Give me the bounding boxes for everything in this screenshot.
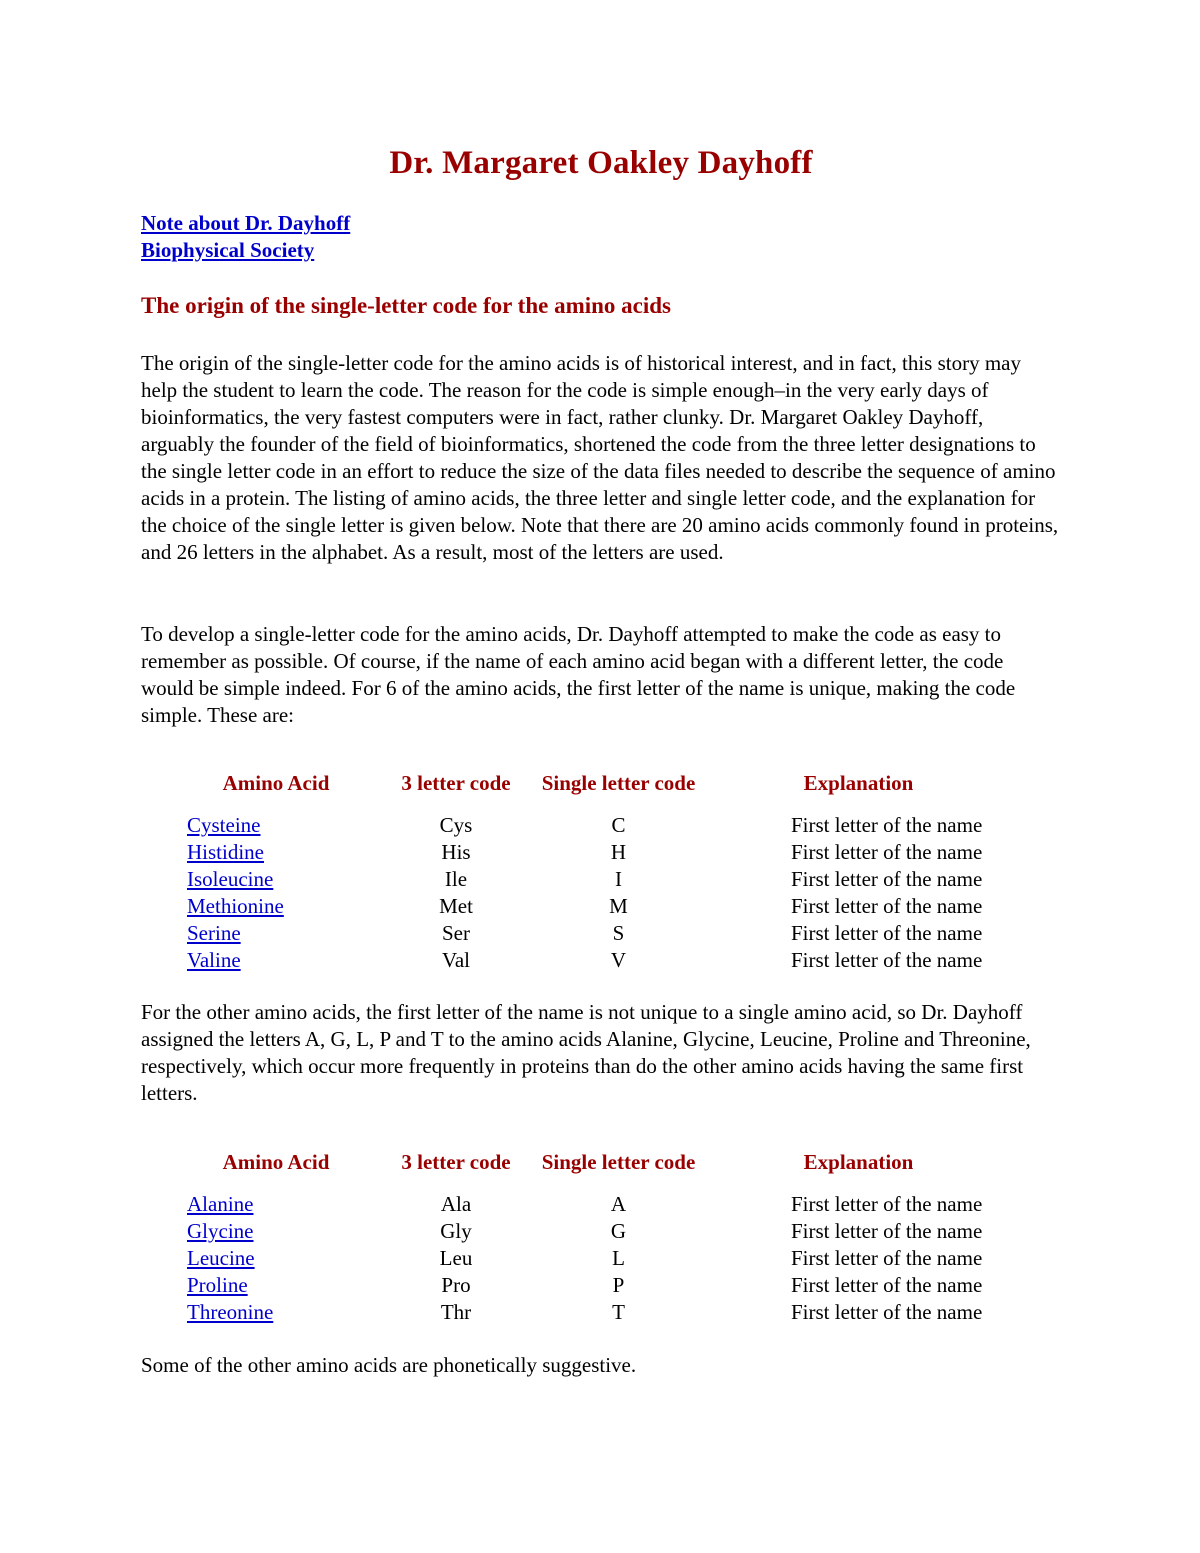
explanation-cell: First letter of the name — [791, 1273, 983, 1297]
amino-acid-cell — [171, 866, 381, 893]
amino-acid-link[interactable]: Histidine — [187, 840, 264, 864]
amino-acid-cell — [171, 1272, 381, 1299]
explanation-cell: First letter of the name — [791, 840, 983, 864]
header-explanation: Explanation — [803, 771, 914, 795]
biophysical-society-link[interactable]: Biophysical Society — [141, 238, 315, 262]
table-row — [171, 1245, 1011, 1272]
note-about-dayhoff-link[interactable]: Note about Dr. Dayhoff — [141, 211, 351, 235]
amino-acid-cell — [171, 1245, 381, 1272]
amino-acid-cell — [171, 839, 381, 866]
three-letter-code-cell: Thr — [440, 1300, 472, 1324]
explanation-cell: First letter of the name — [791, 921, 983, 945]
page-title: Dr. Margaret Oakley Dayhoff — [389, 145, 813, 181]
amino-acid-link[interactable]: Isoleucine — [187, 867, 274, 891]
amino-acid-cell — [171, 893, 381, 920]
explanation-cell: First letter of the name — [791, 1246, 983, 1270]
header-explanation: Explanation — [803, 1150, 914, 1174]
three-letter-code-cell: Val — [442, 948, 470, 972]
three-letter-code-cell: Cys — [439, 813, 473, 837]
amino-acid-link[interactable]: Proline — [187, 1273, 248, 1297]
explanation-cell: First letter of the name — [791, 1219, 983, 1243]
explanation-cell: First letter of the name — [791, 867, 983, 891]
header-three-letter-code: 3 letter code — [401, 771, 511, 795]
table-row — [171, 1191, 1011, 1218]
single-letter-code-cell: S — [612, 921, 625, 945]
assigned-letters-paragraph: For the other amino acids, the first letter of the name is not unique to a single amino acid, so Dr. Dayhoff assigned the letters A, G, L, P and T to the amino acids Alanine, Glycine, Leucine, Proline and Threonine, respectively, which occur more frequently in proteins than do the other amino acids having the same first letters. — [141, 1000, 1031, 1105]
single-letter-code-cell: P — [612, 1273, 625, 1297]
table2-body — [171, 1191, 1011, 1326]
amino-acid-cell — [171, 1299, 381, 1326]
unique-letter-table — [171, 756, 1011, 974]
header-amino-acid: Amino Acid — [222, 771, 330, 795]
amino-acid-link[interactable]: Glycine — [187, 1219, 254, 1243]
three-letter-code-cell: Met — [439, 894, 473, 918]
single-letter-code-cell: C — [611, 813, 626, 837]
single-letter-code-cell: V — [610, 948, 627, 972]
single-letter-code-cell: H — [610, 840, 627, 864]
single-letter-code-cell: L — [612, 1246, 625, 1270]
amino-acid-cell — [171, 947, 381, 974]
table-row — [171, 1299, 1011, 1326]
phonetic-paragraph: Some of the other amino acids are phonetically suggestive. — [141, 1353, 637, 1377]
header-single-letter-code: Single letter code — [541, 1150, 696, 1174]
header-three-letter-code: 3 letter code — [401, 1150, 511, 1174]
table-row — [171, 866, 1011, 893]
amino-acid-link[interactable]: Threonine — [187, 1300, 274, 1324]
three-letter-code-cell: Ser — [442, 921, 470, 945]
three-letter-code-cell: Gly — [440, 1219, 472, 1243]
unique-first-letter-paragraph: To develop a single-letter code for the amino acids, Dr. Dayhoff attempted to make the code as easy to remember as possible. Of course, if the name of each amino acid began with a different letter, the code would be simple indeed. For 6 of the amino acids, the first letter of the name is unique, making the code simple. These are: — [141, 622, 1016, 727]
three-letter-code-cell: His — [441, 840, 471, 864]
explanation-cell: First letter of the name — [791, 1300, 983, 1324]
amino-acid-link[interactable]: Cysteine — [187, 813, 261, 837]
header-amino-acid: Amino Acid — [222, 1150, 330, 1174]
section-heading: The origin of the single-letter code for the amino acids — [141, 293, 671, 318]
table1-body — [171, 812, 1011, 974]
amino-acid-link[interactable]: Valine — [187, 948, 241, 972]
single-letter-code-cell: G — [610, 1219, 627, 1243]
explanation-cell: First letter of the name — [791, 894, 983, 918]
three-letter-code-cell: Pro — [441, 1273, 471, 1297]
table-row — [171, 893, 1011, 920]
header-single-letter-code: Single letter code — [541, 771, 696, 795]
three-letter-code-cell: Ile — [444, 867, 468, 891]
three-letter-code-cell: Leu — [439, 1246, 473, 1270]
three-letter-code-cell: Ala — [440, 1192, 472, 1216]
intro-paragraph: The origin of the single-letter code for the amino acids is of historical interest, and in fact, this story may help the student to learn the code. The reason for the code is simple enough–in the very early days of bioinformatics, the very fastest computers were in fact, rather clunky. Dr. Margaret Oakley Dayhoff, arguably the founder of the field of bioinformatics, shortened the code from the three letter designations to the single letter code in an effort to reduce the size of the data files needed to describe the sequence of amino acids in a protein. The listing of amino acids, the three letter and single letter code, and the explanation for the choice of the single letter is given below. Note that there are 20 amino acids commonly found in proteins, and 26 letters in the alphabet. As a result, most of the letters are used. — [141, 351, 1059, 564]
table-row — [171, 947, 1011, 974]
amino-acid-link[interactable]: Alanine — [187, 1192, 254, 1216]
amino-acid-cell — [171, 920, 381, 947]
amino-acid-link[interactable]: Leucine — [187, 1246, 255, 1270]
single-letter-code-cell: M — [609, 894, 628, 918]
amino-acid-link[interactable]: Serine — [187, 921, 241, 945]
amino-acid-link[interactable]: Methionine — [187, 894, 284, 918]
table-header-row — [171, 756, 1011, 812]
assigned-letter-table — [171, 1135, 1011, 1326]
explanation-cell: First letter of the name — [791, 813, 983, 837]
explanation-cell: First letter of the name — [791, 948, 983, 972]
table-row — [171, 1218, 1011, 1245]
table-row — [171, 839, 1011, 866]
table-row — [171, 920, 1011, 947]
amino-acid-cell — [171, 1218, 381, 1245]
amino-acid-cell — [171, 812, 381, 839]
table-row — [171, 1272, 1011, 1299]
explanation-cell: First letter of the name — [791, 1192, 983, 1216]
single-letter-code-cell: I — [615, 867, 622, 891]
amino-acid-cell — [171, 1191, 381, 1218]
single-letter-code-cell: T — [612, 1300, 625, 1324]
table-header-row — [171, 1135, 1011, 1191]
single-letter-code-cell: A — [610, 1192, 627, 1216]
header-links — [141, 210, 350, 264]
table-row — [171, 812, 1011, 839]
